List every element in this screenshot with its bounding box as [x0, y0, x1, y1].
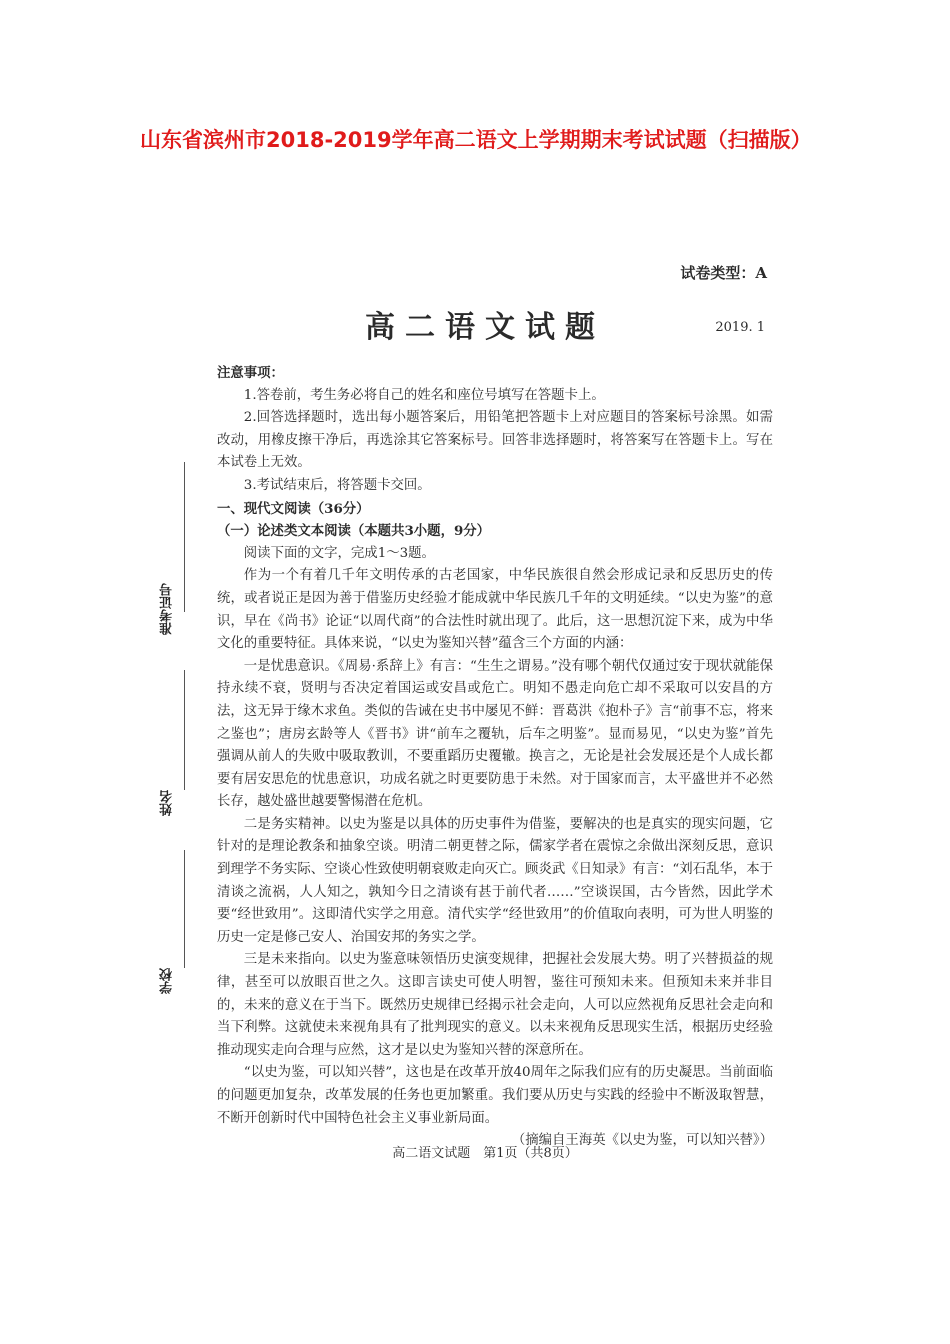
- exam-body: [217, 362, 773, 1153]
- exam-title: 高二语文试题: [365, 310, 605, 345]
- section-heading: 一、现代文阅读（36分）: [217, 500, 370, 517]
- page-footer: 高二语文试题 第1页（共8页）: [392, 1146, 578, 1161]
- notice-item: 1.答卷前，考生务必将自己的姓名和座位号填写在答题卡上。: [243, 387, 605, 403]
- paper-type: 试卷类型：A: [680, 264, 767, 282]
- passage-paragraph: 作为一个有着几千年文明传承的古老国家，中华民族很自然会形成记录和反思历史的传统，或者说正是因为善于借鉴历史经验才能成就中华民族几千年的文明延续。“以史为鉴”的意识，早在《尚书》论证“以周代商”的合法性时就出现了。此后，这一思想沉淀下来，成为中华文化的重要特征。具体来说，“以史为鉴知兴替”蕴含三个方面的内涵：: [217, 568, 773, 652]
- passage-citation: （摘编自王海英《以史为鉴，可以知兴替》）: [511, 1133, 773, 1149]
- margin-label-school: 学校: [160, 968, 175, 994]
- reading-instruction: 阅读下面的文字，完成1～3题。: [243, 545, 435, 561]
- exam-date: 2019. 1: [715, 320, 765, 335]
- scanned-exam-page: [195, 262, 775, 1161]
- passage-paragraph: 一是忧患意识。《周易·系辞上》有言：“生生之谓易。”没有哪个朝代仅通过安于现状就能保持永续不衰，贤明与否决定着国运或安昌或危亡。明知不愚走向危亡却不采取可以安昌的方法，这无异于缘木求鱼。类似的告诫在史书中屡见不鲜：晋葛洪《抱朴子》言“前事不忘，将来之鉴也”；唐房玄龄等人《晋书》讲“前车之覆轨，后车之明鉴”。显而易见，“以史为鉴”首先强调从前人的失败中吸取教训，不要重蹈历史覆辙。换言之，无论是社会发展还是个人成长都要有居安思危的忧患意识，功成名就之时更要防患于未然。对于国家而言，太平盛世并不必然长存，越处盛世越要警惕潜在危机。: [217, 658, 773, 810]
- passage-paragraph: “以史为鉴，可以知兴替”，这也是在改革开放40周年之际我们应有的历史凝思。当前面临的问题更加复杂，改革发展的任务也更加繁重。我们要从历史与实践的经验中不断汲取智慧，不断开创新时代中国特色社会主义事业新局面。: [217, 1065, 773, 1126]
- margin-line-admission: [184, 462, 185, 612]
- margin-label-name: 姓名: [160, 790, 175, 816]
- margin-label-admission: 准考证号: [160, 583, 175, 635]
- margin-line-school: [184, 850, 185, 968]
- document-title: 山东省滨州市2018-2019学年高二语文上学期期末考试试题（扫描版）: [140, 128, 812, 152]
- passage-paragraph: 三是未来指向。以史为鉴意味领悟历史演变规律，把握社会发展大势。明了兴替损益的规律，甚至可以放眼百世之久。这即言读史可使人明智，鉴往可预知未来。但预知未来并非目的，未来的意义在于当下。既然历史规律已经揭示社会走向，人可以应然视角反思社会走向和当下利弊。这就使未来视角具有了批判现实的意义。以未来视角反思现实生活，根据历史经验推动现实走向合理与应然，这才是以史为鉴知兴替的深意所在。: [217, 952, 773, 1058]
- notice-item: 2.回答选择题时，选出每小题答案后，用铅笔把答题卡上对应题目的答案标号涂黑。如需改动，用橡皮擦干净后，再选涂其它答案标号。回答非选择题时，将答案写在答题卡上。写在本试卷上无效。: [217, 410, 773, 471]
- notice-item: 3.考试结束后，将答题卡交回。: [243, 477, 431, 493]
- margin-line-name: [184, 670, 185, 790]
- passage-paragraph: 二是务实精神。以史为鉴是以具体的历史事件为借鉴，要解决的也是真实的现实问题，它针对的是理论教条和抽象空谈。明清二朝更替之际，儒家学者在震惊之余做出深刻反思，意识到理学不务实际、空谈心性致使明朝衰败走向灭亡。顾炎武《日知录》有言：“刘石乱华，本于清谈之流祸，人人知之，孰知今日之清谈有甚于前代者……”空谈误国，古今皆然，因此学术要“经世致用”。这即清代实学之用意。清代实学“经世致用”的价值取向表明，可为世人明鉴的历史一定是修己安人、治国安邦的务实之学。: [217, 816, 773, 945]
- notice-heading: 注意事项：: [217, 365, 284, 381]
- subsection-heading: （一）论述类文本阅读（本题共3小题，9分）: [217, 523, 491, 540]
